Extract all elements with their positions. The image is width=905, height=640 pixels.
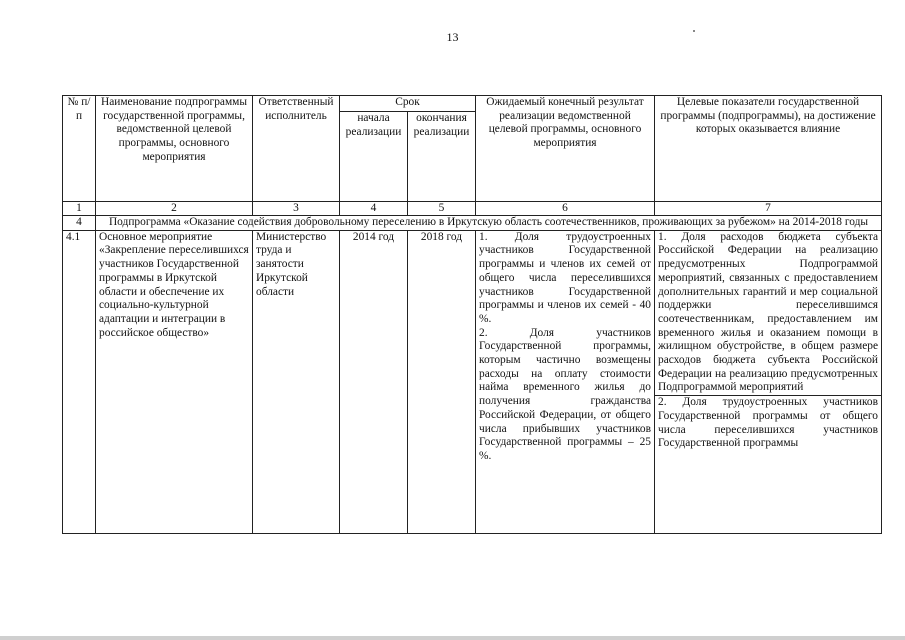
subprogram-title: Подпрограмма «Оказание содействия добровольному переселению в Иркутскую область соотечественников, проживающих за рубежом» на 2014-2018 годы xyxy=(96,216,882,231)
row-indicators xyxy=(655,230,882,533)
column-numbers-row xyxy=(63,202,882,216)
column-number: 1 xyxy=(63,202,96,216)
column-number: 6 xyxy=(476,202,655,216)
row-end-year: 2018 год xyxy=(408,230,476,533)
page-bottom-edge xyxy=(0,636,905,640)
measures-table xyxy=(62,95,882,534)
row-measure-name: Основное мероприятие «Закрепление переселившихся участников Государственной программы в Иркутской области и обеспечение их социально-культурной адаптации и интеграции в российское общество» xyxy=(96,230,253,533)
column-number: 2 xyxy=(96,202,253,216)
header-term-end: окончания реализации xyxy=(408,112,476,202)
table-row xyxy=(63,230,882,533)
row-number: 4.1 xyxy=(63,230,96,533)
row-result xyxy=(476,230,655,533)
subprogram-number: 4 xyxy=(63,216,96,231)
header-term-start: начала реализации xyxy=(340,112,408,202)
header-name: Наименование подпрограммы государственной программы, ведомственной целевой программы, основного мероприятия xyxy=(96,96,253,202)
header-executor: Ответственный исполнитель xyxy=(253,96,340,202)
result-item-2: 2. Доля участников Государственной программы, которым частично возмещены расходы на оплату стоимости найма временного жилья до получения гражданства Российской Федерации, от общего числа прибывших участников Государственной программы – 25 %. xyxy=(479,326,651,462)
header-row-1 xyxy=(63,96,882,112)
page-number: 13 xyxy=(446,30,459,44)
indicator-item-2: 2. Доля трудоустроенных участников Государственной программы от общего числа переселившихся участников Государственной программы xyxy=(658,396,878,450)
header-num: № п/п xyxy=(63,96,96,202)
row-executor: Министерство труда и занятости Иркутской области xyxy=(253,230,340,533)
header-term: Срок xyxy=(340,96,476,112)
scan-speck xyxy=(693,30,695,32)
column-number: 5 xyxy=(408,202,476,216)
column-number: 3 xyxy=(253,202,340,216)
header-result: Ожидаемый конечный результат реализации ведомственной целевой программы, основного мероприятия xyxy=(476,96,655,202)
column-number: 7 xyxy=(655,202,882,216)
column-number: 4 xyxy=(340,202,408,216)
header-indicators: Целевые показатели государственной программы (подпрограммы), на достижение которых оказывается влияние xyxy=(655,96,882,202)
indicator-item-1: 1. Доля расходов бюджета субъекта Российской Федерации на реализацию предусмотренных Подпрограммой мероприятий, связанных с предоставлением дополнительных гарантий и мер социальной поддержки переселившимся соотечественникам, предоставлением им временного жилья и оказанием помощи в жилищном обустройстве, в общем размере расходов бюджета субъекта Российской Федерации на реализацию предусмотренных Подпрограммой мероприятий xyxy=(655,231,881,396)
row-start-year: 2014 год xyxy=(340,230,408,533)
subprogram-row xyxy=(63,216,882,231)
result-item-1: 1. Доля трудоустроенных участников Государственной программы и членов их семей от общего числа переселившихся участников Государственной программы и членов их семей - 40 %. xyxy=(479,230,651,325)
